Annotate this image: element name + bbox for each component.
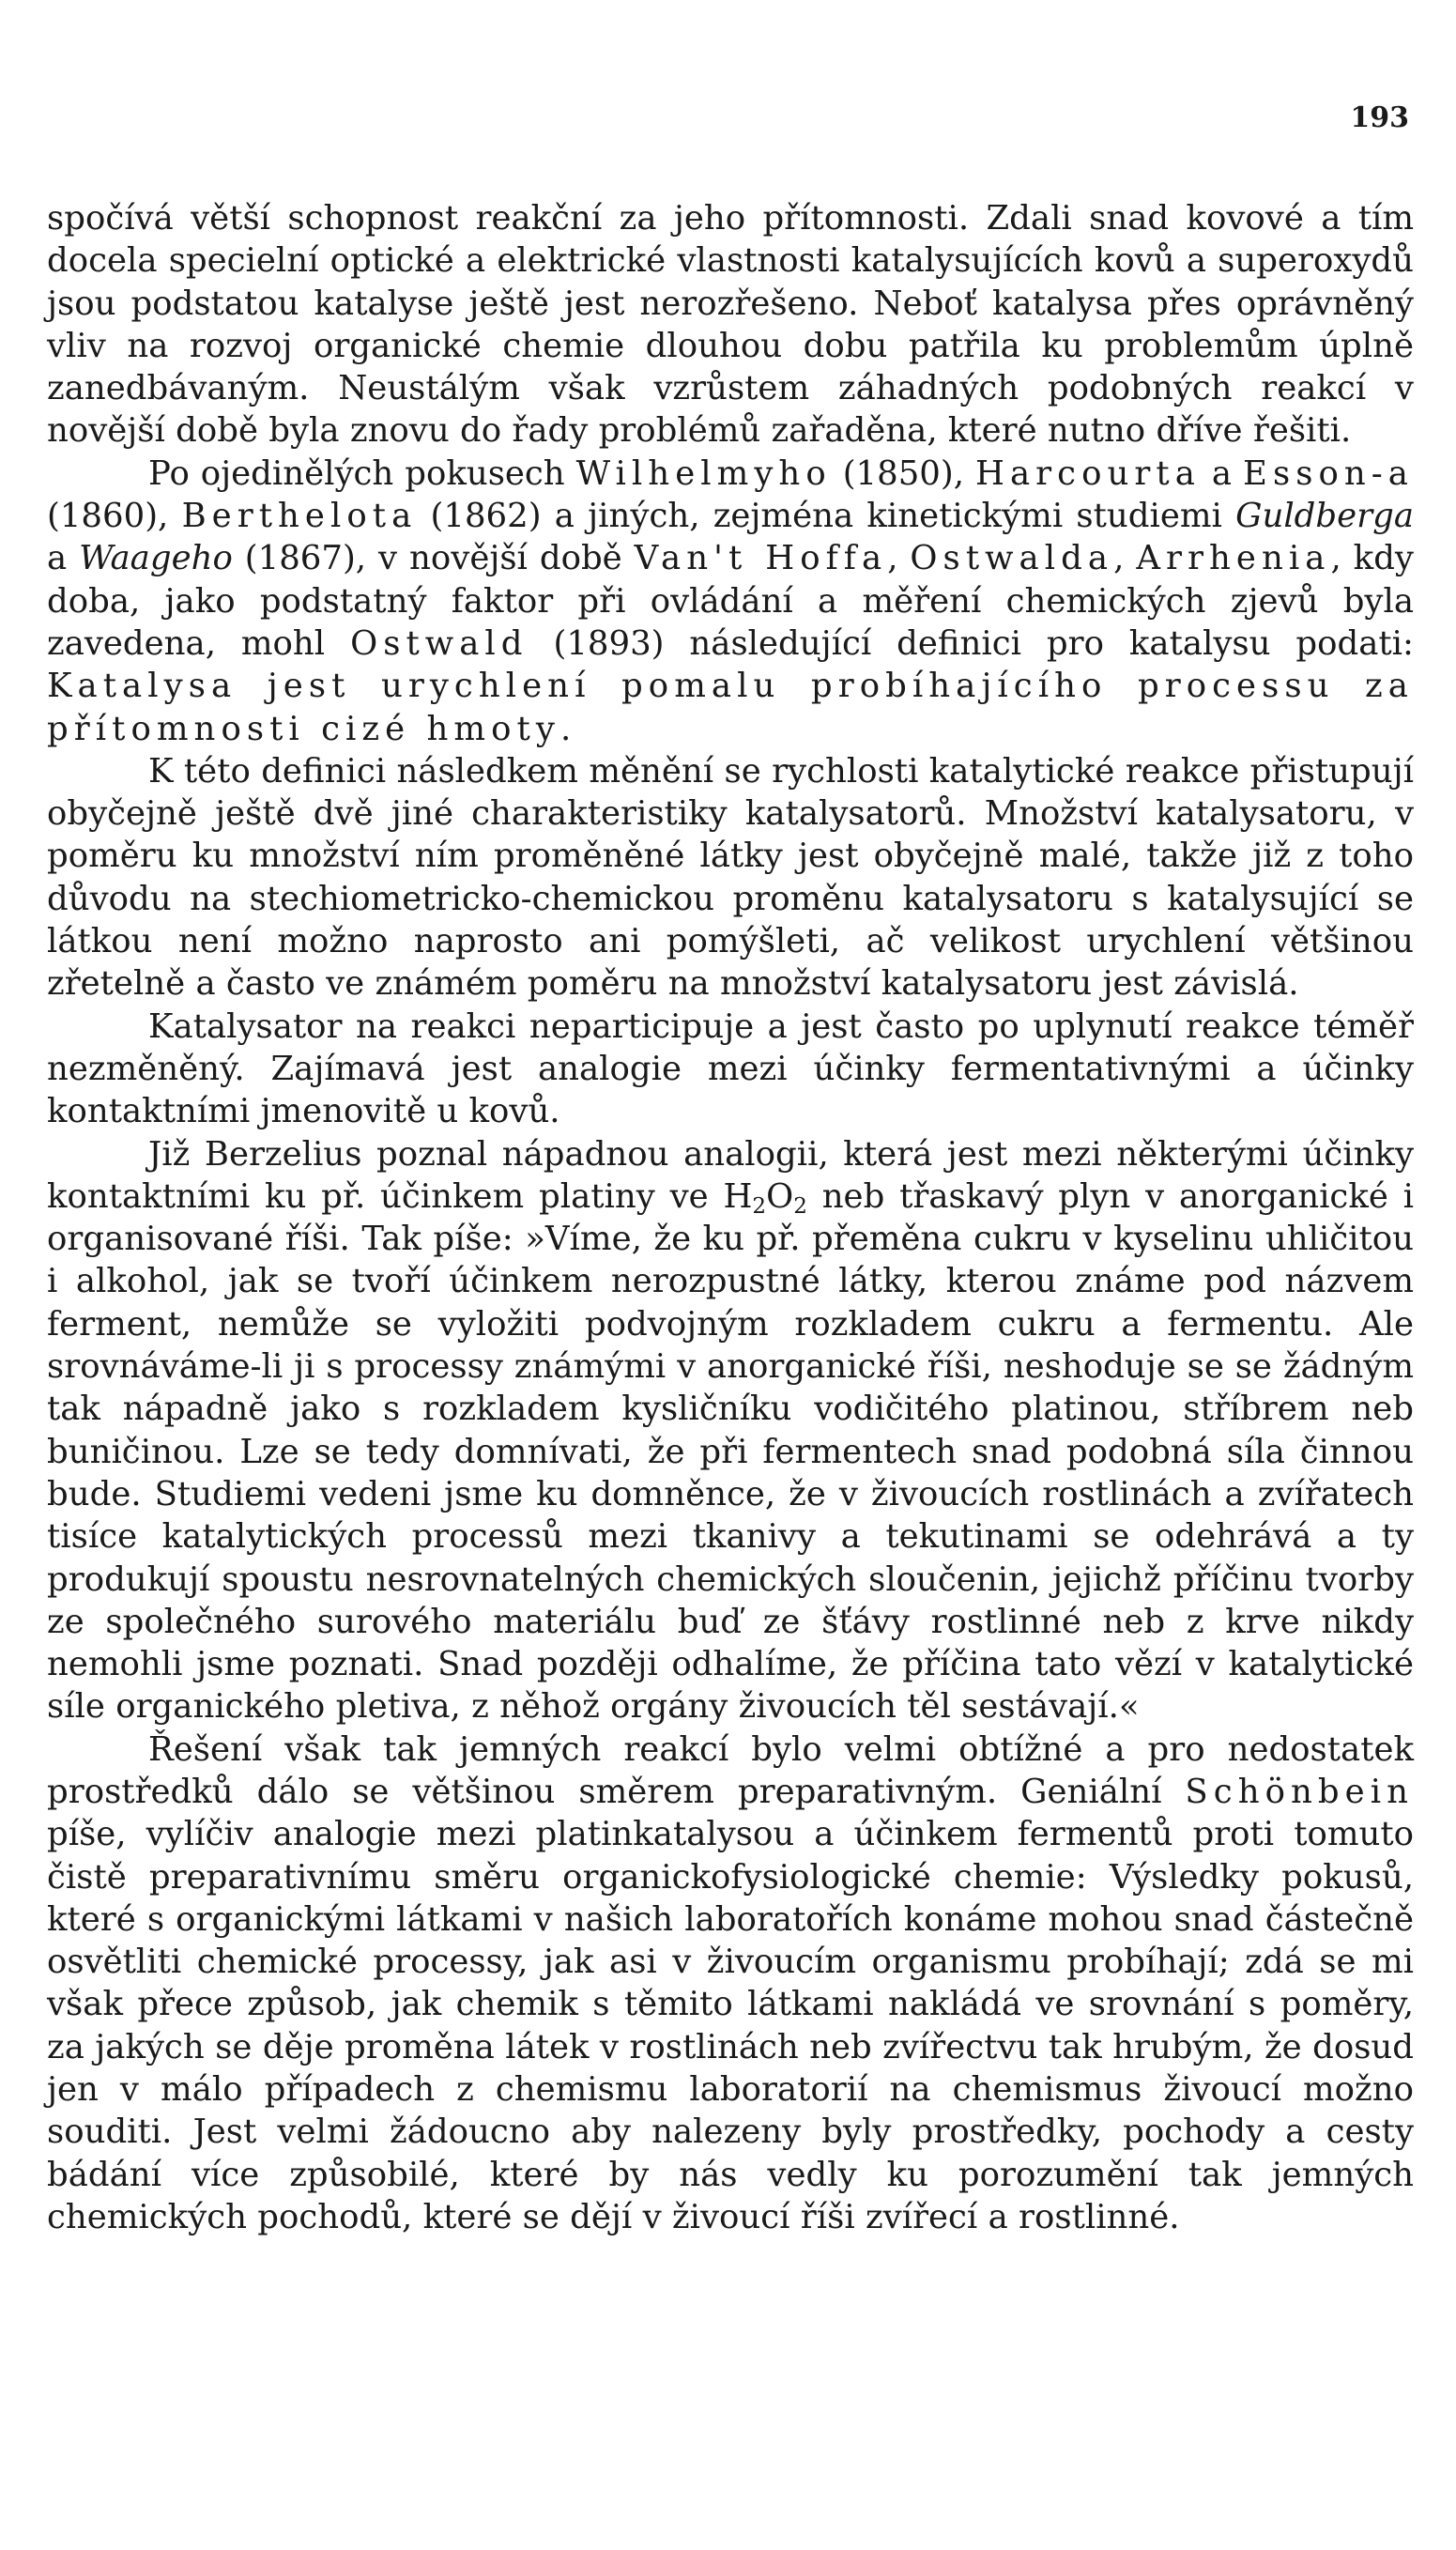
text-run: (1893) následující definici pro katalysu podati: xyxy=(528,623,1414,663)
text-run: (1860), xyxy=(47,497,182,536)
catalysis-definition: Katalysa jest urychlení pomalu probíhajícího processu za přítomnosti cizé hmoty xyxy=(47,667,1414,748)
text-run: , xyxy=(1113,539,1137,578)
paragraph-catalysis-problem: spočívá větší schopnost reakční za jeho přítomnosti. Zdali snad kovové a tím docela specielní optické a elektrické vlastnosti katalysujících kovů a superoxydů jsou podstatou katalyse ještě jest nerozřešeno. Neboť katalysa přes oprávněný vliv na rozvoj organické chemie dlouhou dobu patřila ku problemům úplně zanedbávaným. Neustálým však vzrůstem záhadných podobných reakcí v novější době byla znovu do řady problémů zařaděna, které nutno dříve řešiti. xyxy=(47,199,1414,451)
name-ostwald: Ostwalda xyxy=(910,539,1114,578)
text-run: píše, vylíčiv analogie mezi platinkatalysou a účinkem fermentů proti tomuto čistě preparativnímu směru organickofysiologické chemie: Výsledky pokusů, které s organickými látkami v našich laboratořích konáme mohou snad částečně osvětliti chemické processy, jak asi v živoucím organismu probíhají; zdá se mi však přece způsob, jak chemik s těmito látkami nakládá ve srovnání s poměry, za jakých se děje proměna látek v rostlinách neb zvířectvu tak hrubým, že dosud jen v málo případech z chemismu laboratorií na chemismus živoucí možno souditi. Jest velmi žádoucno aby nalezeny byly prostředky, pochody a cesty bádání více způsobilé, které by nás vedly ku porozumění tak jemných chemických pochodů, které se dějí v živoucí říši zvířecí a rostlinné. xyxy=(47,1815,1414,2236)
text-run: (1862) a jiných, zejména kinetickými studiemi xyxy=(417,497,1236,536)
text-run: O xyxy=(766,1176,794,1216)
text-run: a xyxy=(47,539,80,578)
body-text xyxy=(47,197,1414,2238)
name-harcourt: Harcourta xyxy=(974,453,1201,493)
subscript: 2 xyxy=(793,1193,807,1219)
name-berthelot: Berthelota xyxy=(181,497,418,536)
paragraph-characteristics: K této definici následkem měnění se rychlosti katalytické reakce přistupují obyčejně ještě dvě jiné charakteristiky katalysatorů. Množství katalysatoru, v poměru ku množství ním proměněné látky jest obyčejně malé, takže již z toho důvodu na stechiometricko-chemickou proměnu katalysatoru s katalysující se látkou není možno naprosto ani pomýšleti, ač velikost urychlení většinou zřetelně a často ve známém poměru na množství katalysatoru jest závislá. xyxy=(47,751,1414,1004)
paragraph-analogy: Katalysator na reakci neparticipuje a jest často po uplynutí reakce téměř nezměněný. Zajímavá jest analogie mezi účinky fermentativnými a účinky kontaktními jmenovitě u kovů. xyxy=(47,1006,1414,1131)
name-esson: Esson-a xyxy=(1243,453,1414,493)
text-run: (1867), v novější době xyxy=(232,539,635,578)
text-run: . xyxy=(559,709,572,748)
name-waage: Waageho xyxy=(79,539,233,578)
name-schonbein: Schönbein xyxy=(1185,1772,1414,1811)
text-run: Již Berzelius poznal nápadnou analogii, která jest mezi některými účinky kontaktními ku př. účinkem platiny ve H xyxy=(47,1134,1414,1216)
paragraph-history-definition xyxy=(47,453,1414,750)
subscript: 2 xyxy=(752,1193,767,1219)
text-run: , kdy doba, jako podstatný faktor při ovládání a měření chemických zjevů byla zavedena, mohl xyxy=(47,539,1414,663)
page-number: 193 xyxy=(1350,101,1409,134)
name-ostwald-2: Ostwald xyxy=(350,623,529,663)
name-vanthoff: Van't Hoffa xyxy=(634,539,888,578)
text-run: neb třaskavý plyn v anorganické i organisované říši. Tak píše: »Víme, že ku př. přeměna cukru v kyselinu uhličitou i alkohol, jak se tvoří účinkem nerozpustné látky, kterou známe pod názvem ferment, nemůže se vyložiti podvojným rozkladem cukru a fermentu. Ale srovnáváme-li ji s processy známými v anorganické říši, neshoduje se se žádným tak nápadně jako s rozkladem kysličníku vodičitého platinou, stříbrem neb buničinou. Lze se tedy domnívati, že při fermentech snad podobná síla činnou bude. Studiemi vedeni jsme ku domněnce, že v živoucích rostlinách a zvířatech tisíce katalytických processů mezi tkanivy a tekutinami se odehrává a ty produkují spoustu nesrovnatelných chemických sloučenin, jejichž příčinu tvorby ze společného surového materiálu buď ze šťávy rostlinné neb z krve nikdy nemohli jsme poznati. Snad později odhalíme, že příčina tato vězí v katalytické síle organického pletiva, z něhož orgány živoucích těl sestávají.« xyxy=(47,1176,1414,1727)
text-run: Řešení však tak jemných reakcí bylo velmi obtížné a pro nedostatek prostředků dálo se většinou směrem preparativným. Geniální xyxy=(47,1729,1414,1811)
name-guldberg: Guldberga xyxy=(1235,497,1414,536)
text-run: Po ojedinělých pokusech xyxy=(148,453,576,493)
text-run: a xyxy=(1200,453,1243,493)
text-run: , xyxy=(887,539,911,578)
text-run: (1850), xyxy=(831,453,975,493)
paragraph-schonbein xyxy=(47,1728,1414,2239)
name-arrhenius: Arrhenia xyxy=(1136,539,1331,578)
paragraph-berzelius xyxy=(47,1133,1414,1728)
name-wilhelmy: Wilhelmyho xyxy=(575,453,832,493)
